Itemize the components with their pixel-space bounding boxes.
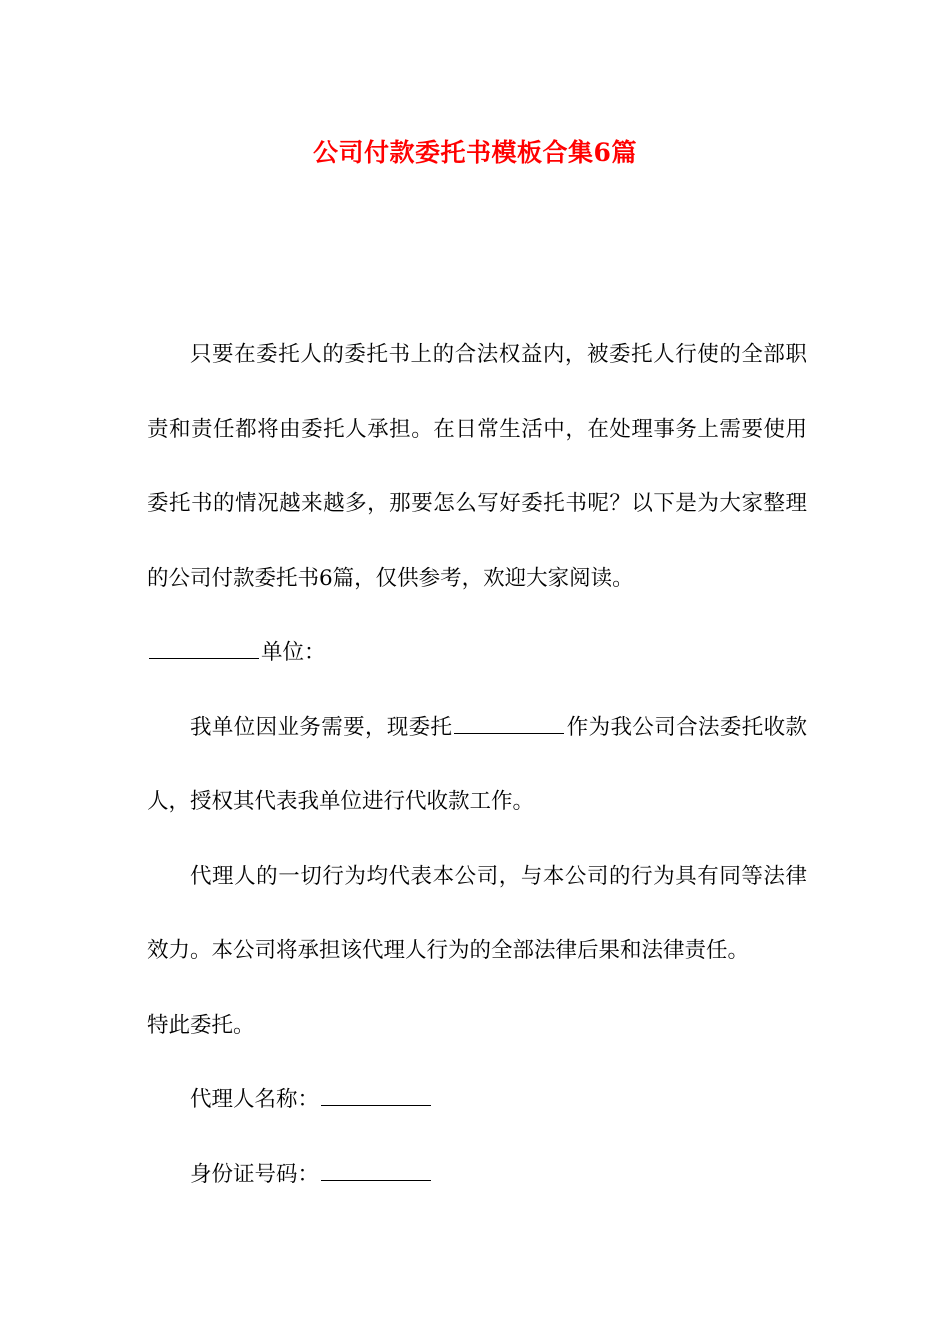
entrust-paragraph [147, 691, 807, 840]
special-line: 特此委托。 [147, 1012, 255, 1038]
document-body [147, 318, 807, 1212]
intro-paragraph: 只要在委托人的委托书上的合法权益内，被委托人行使的全部职责和责任都将由委托人承担。在日常生活中，在处理事务上需要使用委托书的情况越来越多，那要怎么写好委托书呢？以下是为大家整理的公司付款委托书6篇，仅供参考，欢迎大家阅读。 [147, 342, 807, 591]
id-number-line [147, 1138, 807, 1213]
id-number-blank [321, 1162, 431, 1181]
unit-line [147, 616, 807, 691]
agent-name-blank [321, 1087, 431, 1106]
unit-blank [149, 640, 259, 659]
entrust-text-before: 我单位因业务需要，现委托 [190, 714, 453, 740]
unit-label: 单位： [261, 640, 326, 665]
agent-name-label: 代理人名称： [190, 1087, 320, 1112]
entrust-text-after: 作为我公司合法委托收款人，授权其代表我单位进行代收款工作。 [147, 714, 807, 814]
agent-paragraph: 代理人的一切行为均代表本公司，与本公司的行为具有同等法律效力。本公司将承担该代理人行为的全部法律后果和法律责任。 [147, 863, 807, 963]
agent-name-line [147, 1063, 807, 1138]
document-title: 公司付款委托书模板合集6篇 [313, 138, 637, 167]
id-number-label: 身份证号码： [190, 1161, 320, 1187]
entrust-blank [454, 715, 564, 734]
